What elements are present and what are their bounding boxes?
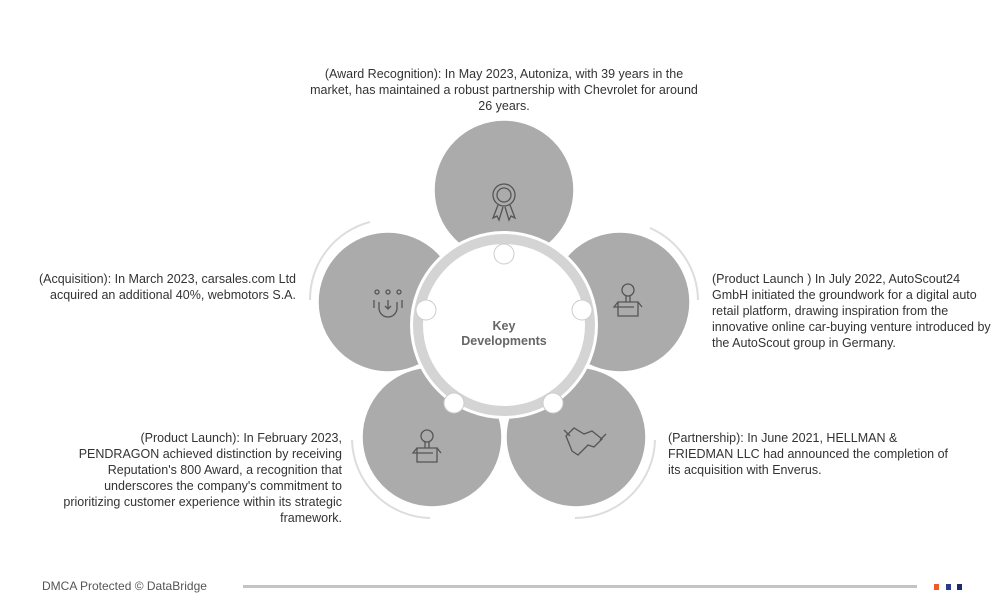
ring-dot (572, 300, 592, 320)
award-description: (Award Recognition): In May 2023, Autoniza, with 39 years in the market, has maintained a robust partnership with Chevrolet for around 26 years. (310, 67, 698, 113)
ring-dot (416, 300, 436, 320)
center-label-line2: Developments (461, 334, 547, 348)
ring-dot (543, 393, 563, 413)
product-launch-2023-description: (Product Launch): In February 2023, PENDRAGON achieved distinction by receiving Reputation's 800 Award, a recognition that underscores the company's commitment to prioritizing customer experience within its strategic framework. (63, 431, 342, 525)
acquisition-description: (Acquisition): In March 2023, carsales.com Ltd acquired an additional 40%, webmotors S.A. (38, 272, 296, 302)
ring-dot (444, 393, 464, 413)
ring-dot (494, 244, 514, 264)
brand-square (934, 584, 939, 590)
brand-square (946, 584, 951, 590)
footer-copyright: DMCA Protected © DataBridge (42, 579, 207, 593)
product-launch-2022-description: (Product Launch ) In July 2022, AutoScout24 GmbH initiated the groundwork for a digital auto retail platform, drawing inspiration from the innovative online car-buying venture introduced by the AutoScout group in Germany. (712, 272, 991, 350)
center-label-line1: Key (492, 319, 516, 333)
brand-square (957, 584, 962, 590)
footer-divider (243, 585, 917, 588)
partnership-description: (Partnership): In June 2021, HELLMAN & FRIEDMAN LLC had announced the completion of its acquisition with Enverus. (668, 431, 949, 477)
